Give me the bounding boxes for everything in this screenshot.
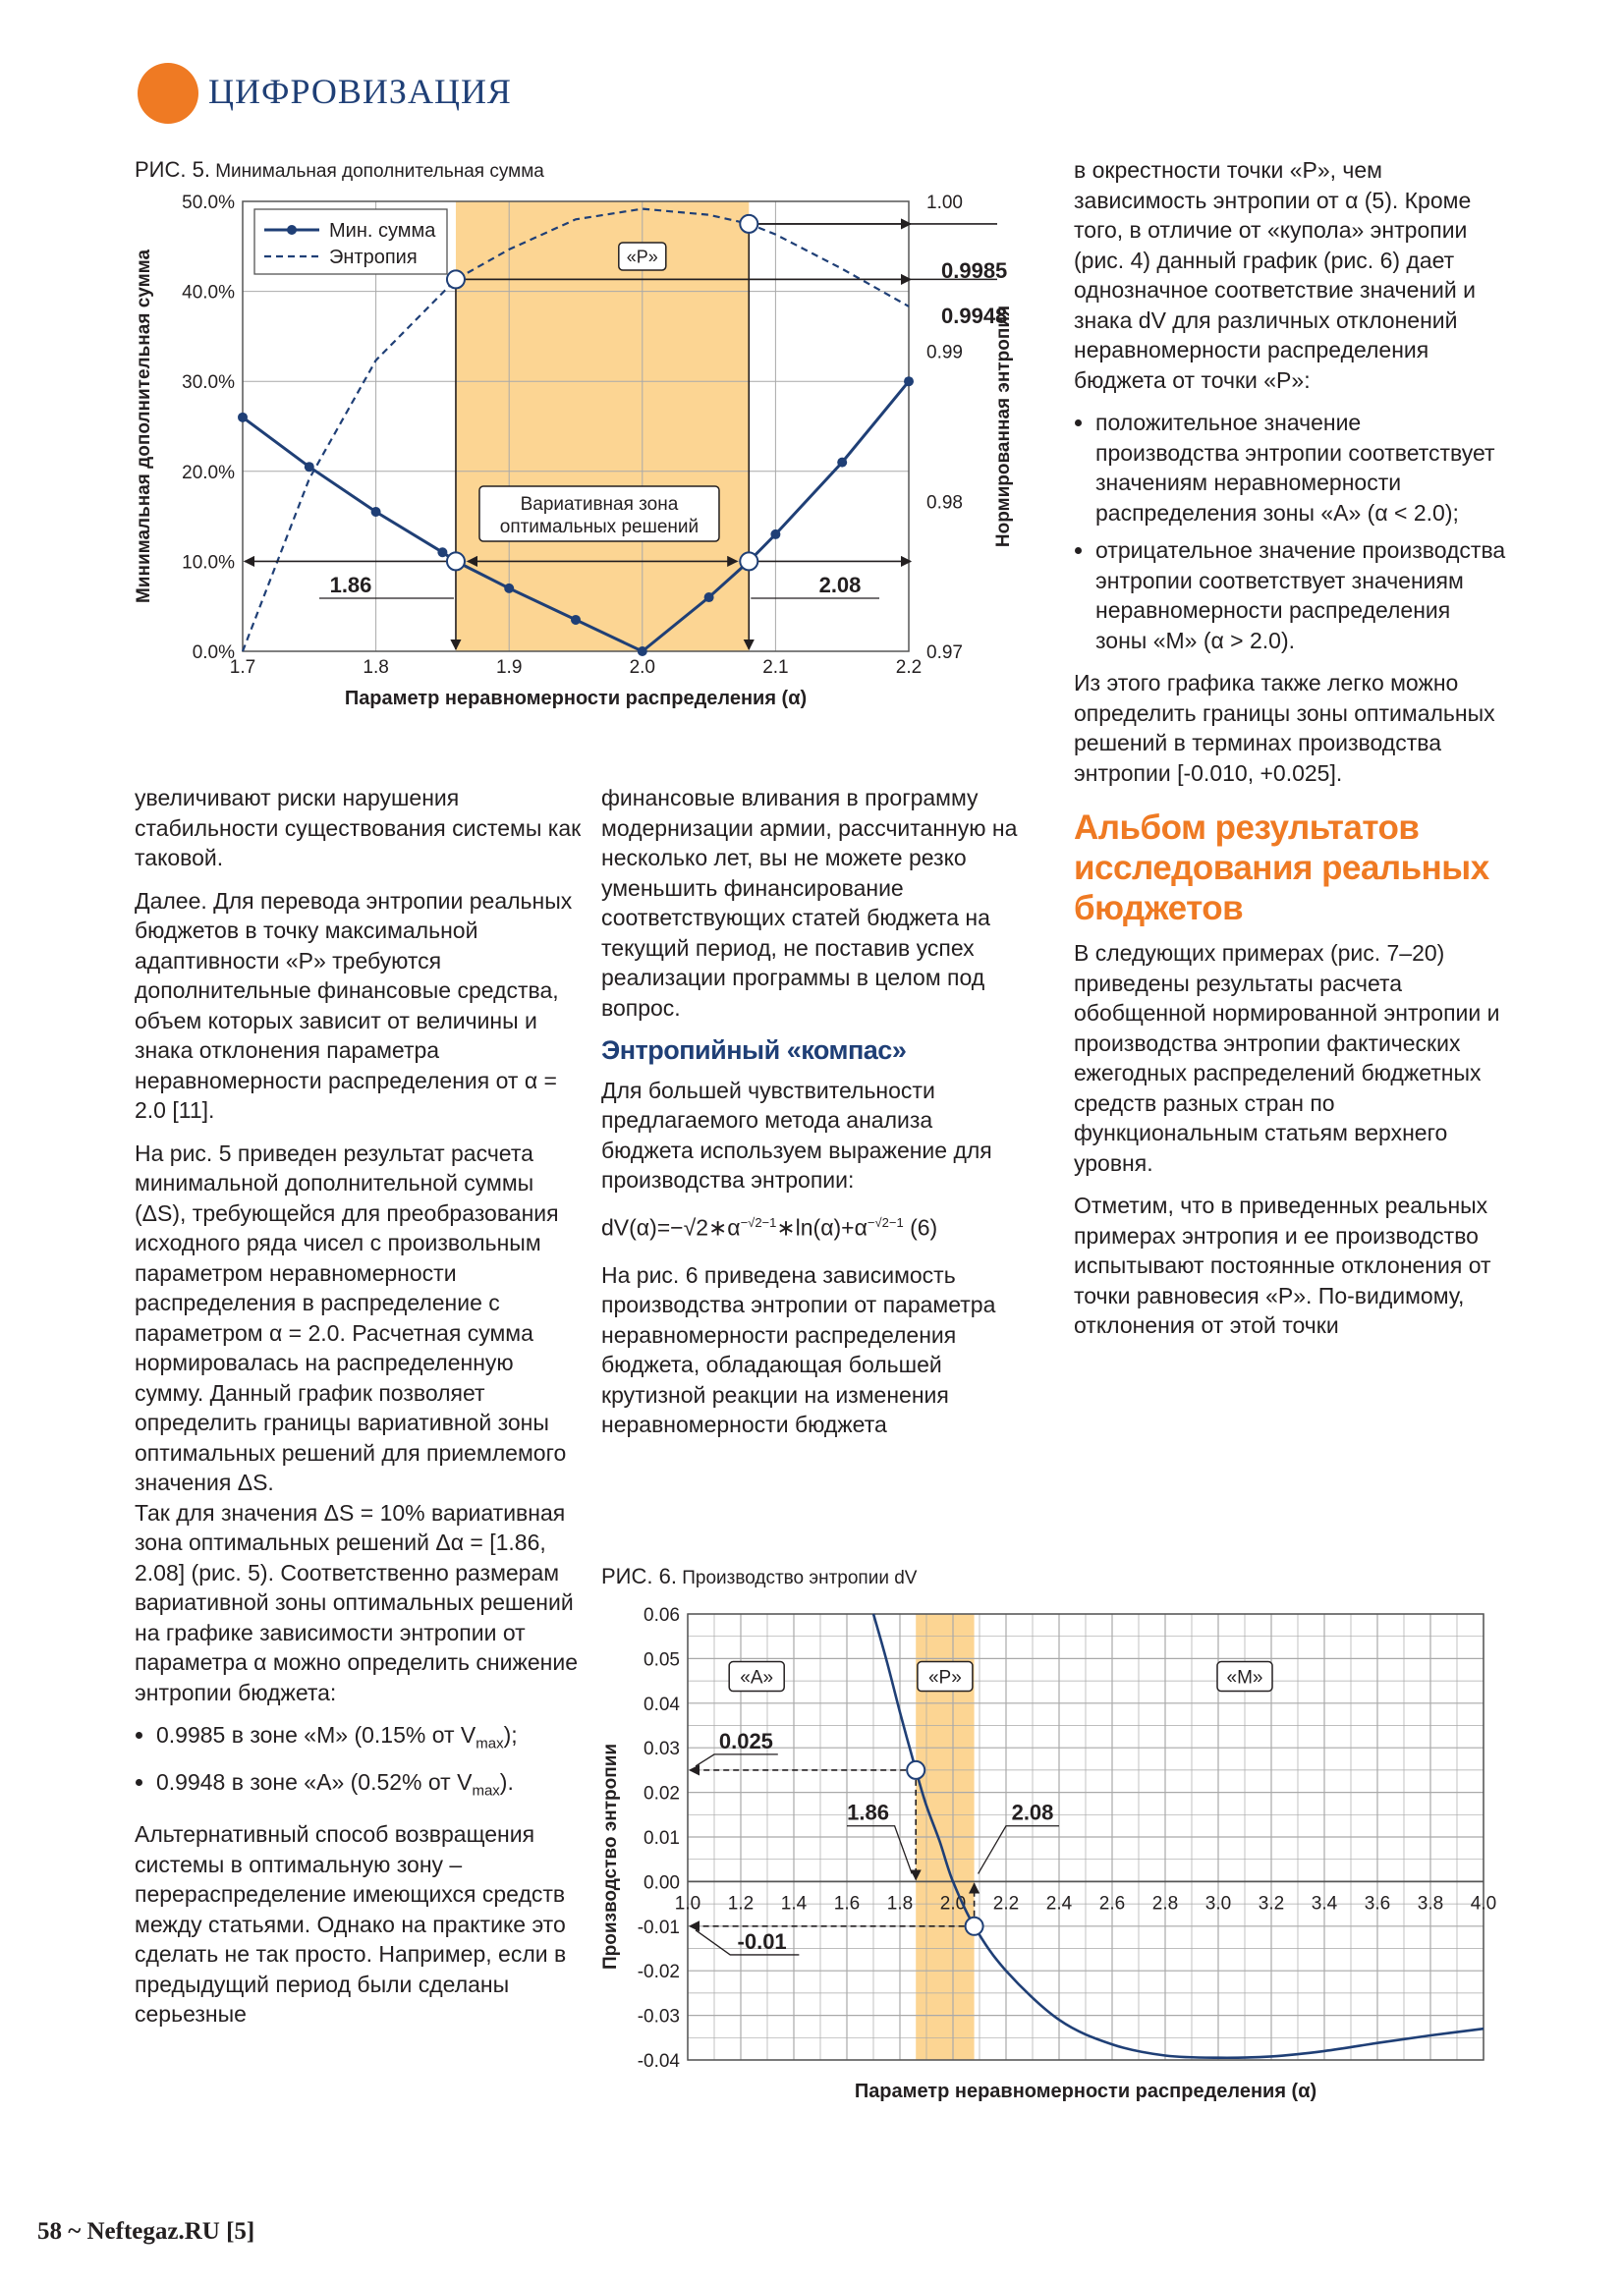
y-tick-label: -0.04: [637, 2051, 680, 2072]
y-axis-title: Производство энтропии: [600, 1743, 621, 1971]
label-208: 2.08: [818, 573, 862, 597]
y-left-tick-label: 30.0%: [182, 372, 235, 394]
y-left-tick-label: 40.0%: [182, 282, 235, 304]
y-tick-label: -0.02: [637, 1962, 680, 1983]
y-tick-label: 0.05: [644, 1649, 680, 1671]
section-title: ЦИФРОВИЗАЦИЯ: [208, 72, 512, 111]
min-sum-point: [904, 376, 914, 386]
figure6-label: РИС. 6.: [601, 1564, 677, 1588]
bullet-list: [135, 1720, 582, 1807]
x-tick-label: 2.0: [629, 657, 656, 678]
y-left-axis-title: Минимальная дополнительная сумма: [134, 249, 154, 604]
label-208-leader: [979, 1826, 1059, 1874]
text-column-2: [601, 783, 1024, 1453]
figure5-label: РИС. 5.: [135, 157, 210, 182]
y-tick-label: 0.00: [644, 1872, 680, 1894]
x-tick-label: 2.1: [762, 657, 789, 678]
legend-sum-label: Мин. сумма: [329, 220, 436, 242]
section-heading: Энтропийный «компас»: [601, 1035, 907, 1065]
paragraph: в окрестности точки «P», чем зависимость энтропии от α (5). Кроме того, в отличие от «купола» энтропии (рис. 4) данный график (рис. 6) дает однозначное соответствие значений и знака dV для различных отклонений неравномерности распределения бюджета от точки «P»:: [1074, 157, 1476, 393]
x-tick-label: 1.8: [363, 657, 389, 678]
text-column-1: [135, 783, 582, 2042]
x-tick-label: 2.4: [1045, 1893, 1073, 1915]
label-09948: 0.9948: [941, 304, 1008, 328]
min-sum-point: [238, 413, 248, 422]
paragraph: Отметим, что в приведенных реальных примерах энтропия и ее производство испытывают постоянные отклонения от точки равновесия «P». По-видимому, отклонения от этой точки: [1074, 1193, 1491, 1338]
y-right-tick-label: 0.98: [926, 492, 963, 514]
label-186: 1.86: [847, 1800, 890, 1825]
x-axis-title: Параметр неравномерности распределения (α): [344, 688, 808, 709]
min-sum-point: [371, 507, 381, 517]
zone-label-line2: оптимальных решений: [499, 517, 700, 537]
label-zone-p: «P»: [927, 1667, 962, 1689]
x-tick-label: 1.9: [495, 657, 523, 678]
section-heading: Альбом результатов исследования реальных бюджетов: [1074, 808, 1489, 927]
page-footer: 58 ~ Neftegaz.RU [5]: [37, 2218, 255, 2245]
y-right-tick-label: 1.00: [926, 193, 963, 213]
min-sum-point: [638, 646, 647, 656]
figure6-chart: [589, 1596, 1503, 2132]
x-tick-label: 1.4: [780, 1893, 808, 1915]
list-item: • положительное значение производства энтропии соответствует значениям неравномерности распределения зоны «A» (α < 2.0);: [1095, 408, 1506, 528]
label-p: «P»: [626, 247, 658, 267]
x-tick-label: 3.4: [1311, 1893, 1338, 1915]
x-tick-label: 2.8: [1151, 1893, 1179, 1915]
intersection-marker: [447, 270, 465, 288]
min-sum-point: [305, 462, 314, 472]
paragraph: Так для значения ΔS = 10% вариативная зона оптимальных решений Δα = [1.86, 2.08] (рис. 5). Соответственно размерам вариативной зоны оптимальных решений на графике зависимости энтропии от параметра α можно определить снижение энтропии бюджета:: [135, 1499, 578, 1705]
x-tick-label: 4.0: [1470, 1893, 1497, 1915]
figure6-caption: Производство энтропии dV: [682, 1568, 918, 1588]
paragraph: финансовые вливания в программу модернизации армии, рассчитанную на несколько лет, вы не можете резко уменьшить финансирование соответствующих статей бюджета на текущий период, не поставив успех реализации программы в целом под вопрос.: [601, 785, 1018, 1021]
y-tick-label: 0.04: [644, 1694, 680, 1715]
figure5-chart: [123, 192, 1066, 727]
legend-sum-dot: [287, 225, 297, 235]
label-zone-m: «M»: [1226, 1667, 1263, 1689]
label-0025-leader: [696, 1754, 778, 1766]
min-sum-point: [770, 529, 780, 539]
x-tick-label: 3.8: [1417, 1893, 1444, 1915]
x-tick-label: 1.7: [229, 657, 256, 678]
min-sum-point: [837, 458, 847, 468]
y-left-tick-label: 50.0%: [182, 193, 235, 213]
y-tick-label: 0.06: [644, 1605, 680, 1626]
label-09985: 0.9985: [941, 258, 1008, 283]
paragraph: Для большей чувствительности предлагаемого метода анализа бюджета используем выражение для производства энтропии:: [601, 1077, 992, 1193]
label-zone-a: «A»: [740, 1667, 774, 1689]
paragraph: На рис. 5 приведен результат расчета минимальной дополнительной суммы (ΔS), требующейся для преобразования исходного ряда чисел с произвольным параметром неравномерности распределения в распределение с параметром α = 2.0. Расчетная сумма нормировалась на распределенную сумму. Данный график позволяет определить границы вариативной зоны оптимальных решений для приемлемого значения ΔS.: [135, 1140, 567, 1495]
y-tick-label: 0.03: [644, 1739, 680, 1760]
x-axis-title: Параметр неравномерности распределения (α): [854, 2081, 1317, 2102]
legend-entropy-label: Энтропия: [329, 247, 418, 268]
x-tick-label: 1.2: [727, 1893, 755, 1915]
x-tick-label: 3.6: [1364, 1893, 1391, 1915]
x-tick-label: 3.2: [1258, 1893, 1285, 1915]
x-tick-label: 2.2: [992, 1893, 1020, 1915]
y-tick-label: 0.02: [644, 1783, 680, 1805]
min-sum-point: [704, 592, 714, 602]
label-186-leader: [847, 1826, 912, 1874]
text-column-3: [1074, 155, 1506, 1354]
y-left-tick-label: 20.0%: [182, 462, 235, 483]
figure6-title: [601, 1564, 917, 1589]
bullet-list: [1074, 408, 1506, 655]
x-tick-label: 3.0: [1204, 1893, 1232, 1915]
intersection-marker: [907, 1761, 924, 1779]
min-sum-point: [504, 584, 514, 593]
label-0025: 0.025: [718, 1728, 773, 1753]
label-m001: -0.01: [737, 1928, 787, 1954]
formula-6: $dV(\alpha)=-√2∗\alpha^{-√2-1}∗\ln(\alpha)+\alpha^{-√2-1}$ (6): [601, 1214, 938, 1241]
label-186: 1.86: [329, 573, 372, 597]
list-item: • 0.9985 в зоне «M» (0.15% от $V_{max}$);: [156, 1720, 582, 1759]
y-right-tick-label: 0.99: [926, 342, 963, 363]
figure5-caption: Минимальная дополнительная сумма: [215, 161, 544, 182]
intersection-marker: [740, 215, 757, 233]
x-tick-label: 1.8: [886, 1893, 914, 1915]
label-208: 2.08: [1011, 1800, 1054, 1825]
paragraph: Из этого графика также легко можно определить границы зоны оптимальных решений в терминах производства энтропии [-0.010, +0.025].: [1074, 670, 1495, 786]
x-tick-label: 2.0: [939, 1893, 967, 1915]
paragraph: В следующих примерах (рис. 7–20) приведены результаты расчета обобщенной нормированной энтропии и производства энтропии фактических ежегодных распределений бюджетных средств разных стран по функциональным статьям верхнего уровня.: [1074, 940, 1500, 1176]
paragraph: увеличивают риски нарушения стабильности существования системы как таковой.: [135, 785, 582, 870]
x-tick-label: 1.0: [674, 1893, 701, 1915]
x-tick-label: 2.6: [1098, 1893, 1126, 1915]
min-sum-point: [571, 615, 581, 625]
x-tick-label: 1.6: [833, 1893, 861, 1915]
paragraph: Альтернативный способ возвращения системы в оптимальную зону – перераспределение имеющихся средств между статьями. Однако на практике это сделать не так просто. Например, если в предыдущий период были сделаны серьезные: [135, 1821, 567, 2028]
list-item: • отрицательное значение производства энтропии соответствует значениям неравномерности распределения зоны «M» (α > 2.0).: [1095, 535, 1506, 655]
zone-label-line1: Вариативная зона: [520, 494, 679, 515]
paragraph: На рис. 6 приведена зависимость производства энтропии от параметра неравномерности распределения бюджета, обладающая большей крутизной реакции на изменения неравномерности бюджета: [601, 1261, 996, 1438]
intersection-marker: [740, 552, 757, 570]
intersection-marker: [447, 552, 465, 570]
y-right-axis-title: Нормированная энтропия: [993, 305, 1014, 548]
paragraph: Далее. Для перевода энтропии реальных бюджетов в точку максимальной адаптивности «P» требуются дополнительные финансовые средства, объем которых зависит от величины и знака отклонения параметра неравномерности распределения от α = 2.0 [11].: [135, 887, 573, 1123]
y-tick-label: 0.01: [644, 1828, 680, 1849]
section-dot-icon: [138, 63, 198, 124]
intersection-marker: [966, 1918, 983, 1935]
y-tick-label: -0.01: [637, 1917, 680, 1938]
y-left-tick-label: 0.0%: [192, 642, 235, 663]
list-item: • 0.9948 в зоне «A» (0.52% от $V_{max}$).: [156, 1767, 582, 1807]
y-left-tick-label: 10.0%: [182, 552, 235, 574]
figure5-title: [135, 157, 544, 183]
y-right-tick-label: 0.97: [926, 642, 963, 663]
y-tick-label: -0.03: [637, 2006, 680, 2028]
x-tick-label: 2.2: [895, 657, 923, 678]
min-sum-point: [437, 547, 447, 557]
